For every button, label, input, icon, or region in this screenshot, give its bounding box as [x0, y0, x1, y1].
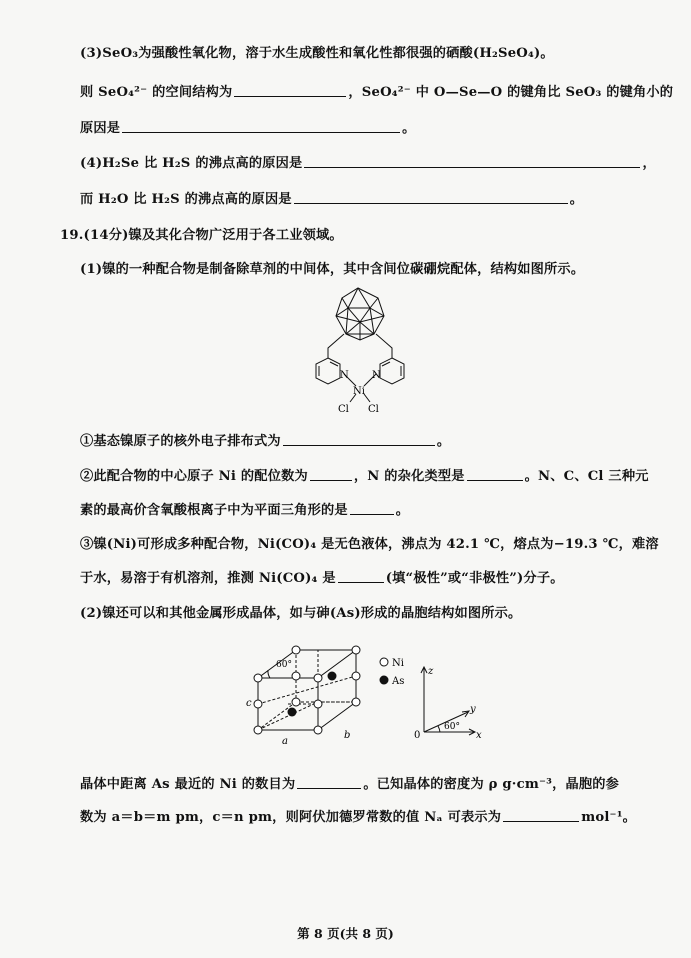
cell-edge-c: c [246, 698, 252, 709]
blank-n-hybridization[interactable] [467, 468, 523, 481]
axis-origin-label: 0 [414, 730, 421, 741]
q18-4-line2: 而 H₂O 比 H₂S 的沸点高的原因是 。 [80, 192, 584, 207]
blank-planar-triangle-ion[interactable] [350, 502, 394, 515]
blank-nearest-ni-count[interactable] [297, 776, 361, 789]
q19-sub3-line1: ③镍(Ni)可形成多种配合物，Ni(CO)₄ 是无色液体，沸点为 42.1 ℃，熔点为−19.3 ℃，难溶 [80, 537, 659, 552]
blank-avogadro-expression[interactable] [503, 809, 579, 822]
legend-as-marker [380, 676, 389, 685]
axis-angle-label: 60° [444, 722, 460, 732]
axis-z-label: z [428, 666, 434, 677]
q19-part2-line2: 数为 a＝b＝m pm，c＝n pm，则阿伏加德罗常数的值 Nₐ 可表示为 mol⁻¹。 [80, 810, 637, 825]
q19-part2-line1: 晶体中距离 As 最近的 Ni 的数目为 。已知晶体的密度为 ρ g·cm⁻³，晶胞的参 [80, 777, 620, 792]
legend-ni-label: Ni [392, 658, 404, 669]
legend-as-label: As [392, 676, 405, 687]
blank-bond-angle-reason[interactable] [122, 120, 400, 133]
q19-sub3-line2: 于水，易溶于有机溶剂，推测 Ni(CO)₄ 是 (填“极性”或“非极性”)分子。 [80, 571, 564, 586]
mol-ni: Ni [353, 386, 365, 397]
blank-h2se-reason[interactable] [304, 155, 640, 168]
q18-3-line3: 原因是 。 [80, 121, 416, 136]
axis-x-label: x [476, 730, 482, 741]
legend-ni-marker [380, 658, 388, 666]
q19-heading: 19.(14分)镍及其化合物广泛用于各工业领域。 [60, 228, 343, 243]
q19-sub1: ①基态镍原子的核外电子排布式为 。 [80, 434, 451, 449]
q18-4-line1: (4)H₂Se 比 H₂S 的沸点高的原因是 ， [80, 156, 656, 171]
cell-angle-label: 60° [276, 660, 292, 670]
blank-spatial-structure[interactable] [234, 84, 346, 97]
q18-3-line2: 则 SeO₄²⁻ 的空间结构为 ，SeO₄²⁻ 中 O—Se—O 的键角比 SeO₃ 的键角小的 [80, 85, 674, 100]
q19-part2-intro: (2)镍还可以和其他金属形成晶体，如与砷(As)形成的晶胞结构如图所示。 [80, 606, 522, 621]
blank-polarity[interactable] [338, 570, 384, 583]
mol-n-right: N [372, 370, 381, 381]
mol-cl-right: Cl [368, 404, 379, 414]
q19-sub2-line2: 素的最高价含氧酸根离子中为平面三角形的是 。 [80, 503, 410, 518]
q18-3-line1: (3)SeO₃为强酸性氧化物，溶于水生成酸性和氧化性都很强的硒酸(H₂SeO₄)。 [80, 46, 554, 61]
blank-h2o-reason[interactable] [294, 191, 568, 204]
cell-edge-a: a [282, 736, 288, 747]
mol-n-left: N [340, 370, 349, 381]
blank-ni-electron-config[interactable] [283, 433, 435, 446]
mol-cl-left: Cl [338, 404, 349, 414]
cell-edge-b: b [344, 730, 351, 741]
q19-part1-intro: (1)镍的一种配合物是制备除草剂的中间体，其中含间位碳硼烷配体，结构如图所示。 [80, 262, 585, 277]
blank-coordination-number[interactable] [310, 468, 352, 481]
q19-sub2-line1: ②此配合物的中心原子 Ni 的配位数为 ，N 的杂化类型是 。N、C、Cl 三种元 [80, 469, 649, 484]
page-footer: 第 8 页(共 8 页) [297, 926, 394, 941]
axis-y-label: y [470, 704, 476, 715]
nickel-complex-structure-figure [300, 282, 420, 414]
ni-as-unit-cell-figure [236, 640, 486, 750]
